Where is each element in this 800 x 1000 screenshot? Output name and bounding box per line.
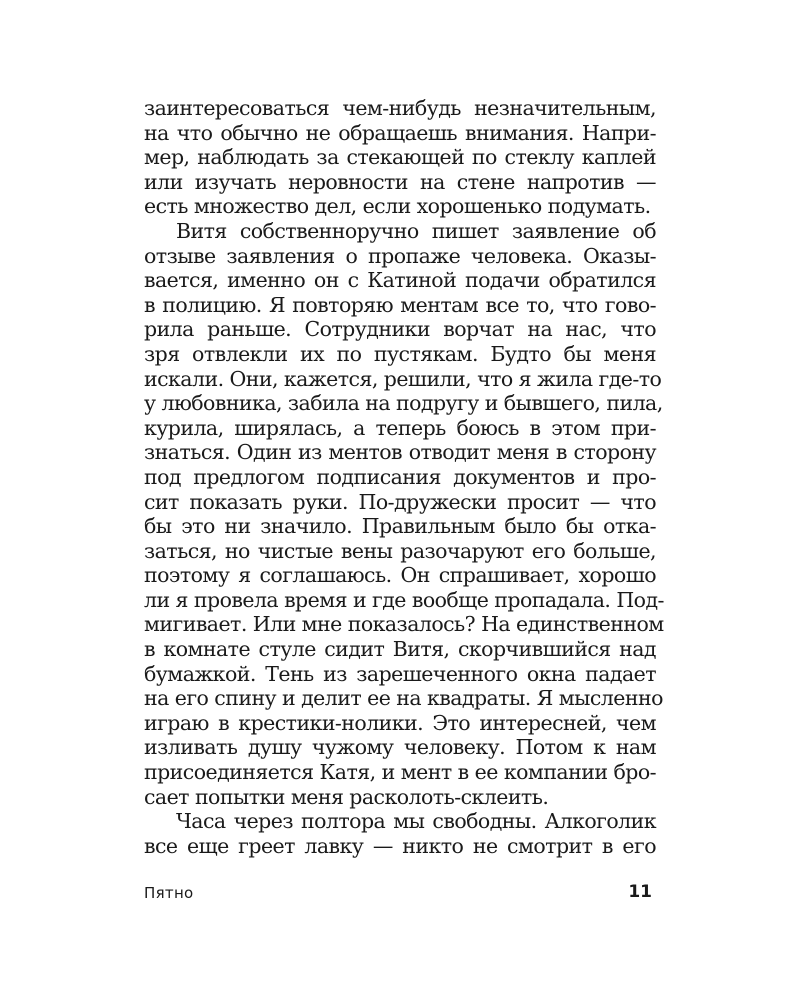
- text-line: есть множество дел, если хорошенько подумать.: [144, 194, 651, 219]
- text-line: или изучать неровности на стене напротив —: [144, 169, 656, 194]
- text-line: рила раньше. Сотрудники ворчат на нас, что: [144, 317, 656, 342]
- running-title: Пятно: [144, 884, 194, 902]
- text-line: знаться. Один из ментов отводит меня в сторону: [144, 440, 656, 465]
- text-line: в полицию. Я повторяю ментам все то, что гово-: [144, 292, 656, 317]
- text-line: Витя собственноручно пишет заявление об: [176, 218, 656, 243]
- text-line: мигивает. Или мне показалось? На единственном: [144, 612, 664, 637]
- text-line: поэтому я соглашаюсь. Он спрашивает, хорошо: [144, 563, 656, 588]
- text-line: зря отвлекли их по пустякам. Будто бы меня: [144, 341, 656, 366]
- text-line: в комнате стуле сидит Витя, скорчившийся над: [144, 637, 656, 662]
- text-line: бы это ни значило. Правильным было бы отка-: [144, 514, 656, 539]
- text-line: ли я провела время и где вообще пропадала. Под-: [144, 587, 664, 612]
- text-line: сает попытки меня расколоть-склеить.: [144, 784, 549, 809]
- text-line: искали. Они, кажется, решили, что я жила где-то: [144, 366, 662, 391]
- text-line: вается, именно он с Катиной подачи обратился: [144, 268, 656, 293]
- text-line: Часа через полтора мы свободны. Алкоголик: [176, 809, 656, 834]
- text-line: присоединяется Катя, и мент в ее компании бро-: [144, 760, 656, 785]
- text-line: заться, но чистые вены разочаруют его больше,: [144, 538, 656, 563]
- text-line: на его спину и делит ее на квадраты. Я мысленно: [144, 686, 663, 711]
- page-footer: [144, 882, 652, 908]
- text-line: у любовника, забила на подругу и бывшего, пила,: [144, 391, 663, 416]
- text-line: все еще греет лавку — никто не смотрит в его: [144, 833, 656, 858]
- text-line: мер, наблюдать за стекающей по стеклу каплей: [144, 145, 656, 170]
- page-number: 11: [628, 882, 652, 902]
- text-line: бумажкой. Тень из зарешеченного окна падает: [144, 661, 656, 686]
- text-line: играю в крестики-нолики. Это интересней, чем: [144, 710, 656, 735]
- text-line: курила, ширялась, а теперь боюсь в этом при-: [144, 415, 656, 440]
- body-text: [144, 96, 664, 858]
- text-line: отзыве заявления о пропаже человека. Оказы-: [144, 243, 656, 268]
- text-line: на что обычно не обращаешь внимания. Напри-: [144, 120, 656, 145]
- text-line: сит показать руки. По-дружески просит — что: [144, 489, 656, 514]
- text-line: изливать душу чужому человеку. Потом к нам: [144, 735, 656, 760]
- text-line: под предлогом подписания документов и про-: [144, 464, 656, 489]
- text-line: заинтересоваться чем-нибудь незначительным,: [144, 96, 656, 120]
